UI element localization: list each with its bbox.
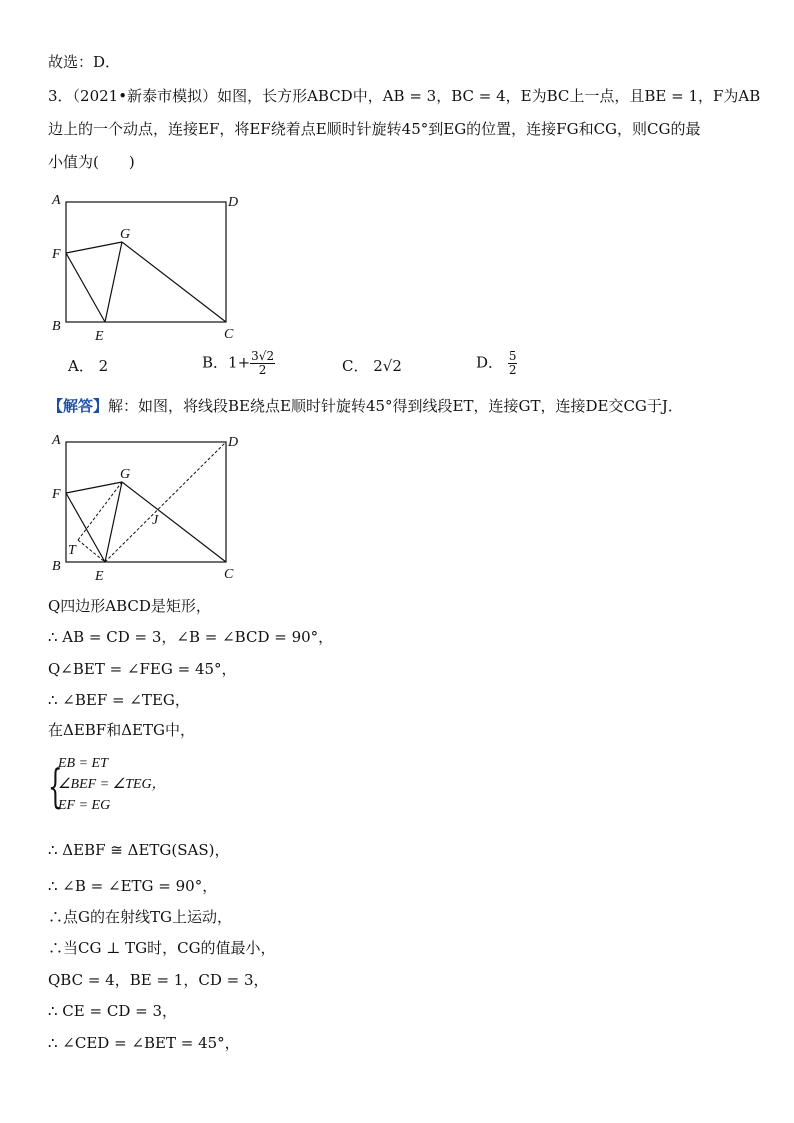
label-a: A	[52, 193, 61, 208]
system-line-2: ∠BEF = ∠TEG，	[58, 777, 166, 792]
step-5: 在ΔEBF和ΔETG中，	[48, 721, 195, 739]
step-9: ∴当CG ⊥ TG时，CG的值最小，	[48, 939, 276, 957]
figure-rectangle-abcd	[40, 188, 260, 348]
label-d: D	[228, 435, 239, 450]
label-c: C	[224, 567, 234, 582]
problem-line-2: 边上的一个动点，连接EF，将EF绕着点E顺时针旋转45°到EG的位置，连接FG和CG，则CG的最	[48, 120, 701, 138]
step-11: ∴ CE = CD = 3，	[48, 1002, 177, 1020]
option-d[interactable]: D． $\frac{5}{2}$	[476, 349, 517, 377]
label-b: B	[52, 319, 61, 334]
system-brace: {	[48, 759, 63, 813]
label-d: D	[228, 195, 239, 210]
step-4: ∴ ∠BEF = ∠TEG，	[48, 691, 190, 709]
label-a: A	[52, 433, 61, 448]
step-6: ∴ ΔEBF ≅ ΔETG(SAS)，	[48, 841, 230, 859]
label-t: T	[68, 543, 76, 558]
label-e: E	[95, 569, 104, 584]
option-c[interactable]: C． 2√2	[342, 357, 402, 375]
label-e: E	[95, 329, 104, 344]
step-8: ∴点G的在射线TG上运动，	[48, 908, 232, 926]
label-j: J	[152, 513, 159, 528]
label-f: F	[52, 487, 61, 502]
step-1: Q四边形ABCD是矩形，	[48, 597, 211, 615]
label-g: G	[120, 227, 131, 242]
step-7: ∴ ∠B = ∠ETG = 90°，	[48, 877, 218, 895]
figure-solution	[40, 428, 260, 588]
option-b[interactable]: B．1+ $\frac{3√2}{2}$	[202, 349, 275, 377]
problem-line-1: 3．（2021•新泰市模拟）如图，长方形ABCD中，AB = 3，BC = 4，E为BC上一点，且BE = 1，F为AB	[48, 87, 761, 105]
step-12: ∴ ∠CED = ∠BET = 45°，	[48, 1034, 240, 1052]
label-g: G	[120, 467, 131, 482]
label-b: B	[52, 559, 61, 574]
line-answer-d: 故选：D．	[48, 53, 121, 71]
label-c: C	[224, 327, 234, 342]
system-line-1: EB = ET	[58, 756, 108, 771]
step-10: QBC = 4，BE = 1，CD = 3，	[48, 971, 269, 989]
system-line-3: EF = EG	[58, 798, 111, 813]
step-2: ∴ AB = CD = 3，∠B = ∠BCD = 90°，	[48, 628, 334, 646]
problem-line-3: 小值为( )	[48, 153, 135, 171]
solution-intro: 【解答】解：如图，将线段BE绕点E顺时针旋转45°得到线段ET，连接GT，连接DE交CG于J．	[48, 397, 683, 415]
step-3: Q∠BET = ∠FEG = 45°，	[48, 660, 237, 678]
label-f: F	[52, 247, 61, 262]
option-a[interactable]: A． 2	[68, 357, 109, 375]
